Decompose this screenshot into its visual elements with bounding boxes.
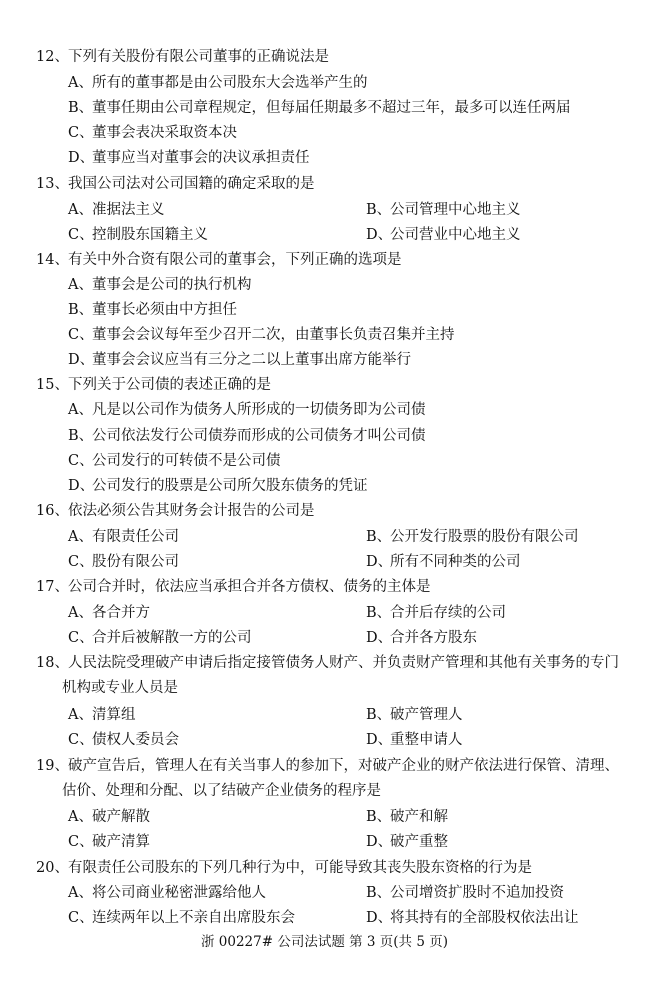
- option-label: C、: [68, 227, 94, 243]
- question-number: 13、: [36, 176, 69, 192]
- option-12-a: [0, 71, 649, 96]
- question-stem: 下列关于公司债的表述正确的是: [68, 377, 271, 393]
- question-number: 18、: [36, 655, 69, 671]
- option-label: D、: [68, 150, 95, 166]
- option-12-d: [0, 146, 649, 171]
- option-text: 董事会会议每年至少召开二次，由董事长负责召集并主持: [92, 327, 455, 343]
- option-row-16-ab: [0, 525, 649, 550]
- option-label: B、: [68, 428, 94, 444]
- option-text: 破产解散: [92, 809, 150, 825]
- option-text: 董事任期由公司章程规定，但每届任期最多不超过三年，最多可以连任两届: [92, 100, 571, 116]
- question-number: 17、: [36, 579, 69, 595]
- option-row-19-cd: [0, 830, 649, 855]
- option-14-d: [0, 348, 649, 373]
- option-text: 清算组: [92, 707, 136, 723]
- option-label: B、: [366, 529, 392, 545]
- option-12-c: [0, 121, 649, 146]
- question-stem: 有限责任公司股东的下列几种行为中，可能导致其丧失股东资格的行为是: [68, 860, 532, 876]
- question-stem: 下列有关股份有限公司董事的正确说法是: [68, 49, 329, 65]
- option-label: B、: [366, 809, 392, 825]
- question-19-continuation: [0, 779, 649, 804]
- option-label: A、: [68, 809, 93, 825]
- question-number: 14、: [36, 252, 69, 268]
- page-footer: 浙 00227# 公司法试题 第 3 页(共 5 页): [200, 934, 448, 950]
- option-text: 将公司商业秘密泄露给他人: [92, 885, 266, 901]
- option-label: B、: [366, 202, 392, 218]
- option-row-20-ab: [0, 881, 649, 906]
- option-text: 破产和解: [390, 809, 448, 825]
- option-text: 凡是以公司作为债务人所形成的一切债务即为公司债: [92, 402, 426, 418]
- option-14-b: [0, 298, 649, 323]
- option-label: B、: [366, 707, 392, 723]
- option-label: A、: [68, 277, 93, 293]
- option-text: 董事会会议应当有三分之二以上董事出席方能举行: [92, 352, 411, 368]
- option-label: C、: [68, 630, 94, 646]
- option-15-d: [0, 474, 649, 499]
- option-label: B、: [68, 302, 94, 318]
- option-text: 合并后被解散一方的公司: [92, 630, 252, 646]
- option-label: D、: [366, 554, 393, 570]
- option-label: C、: [68, 125, 94, 141]
- question-stem-continuation: 估价、处理和分配、以了结破产企业债务的程序是: [62, 783, 381, 799]
- option-text: 董事会是公司的执行机构: [92, 277, 252, 293]
- option-label: B、: [68, 100, 94, 116]
- option-text: 有限责任公司: [92, 529, 179, 545]
- question-stem: 有关中外合资有限公司的董事会，下列正确的选项是: [68, 252, 402, 268]
- option-14-c: [0, 323, 649, 348]
- option-label: D、: [366, 732, 393, 748]
- option-text: 董事会表决采取资本决: [92, 125, 237, 141]
- option-label: D、: [366, 630, 393, 646]
- option-15-b: [0, 424, 649, 449]
- question-stem: 人民法院受理破产申请后指定接管债务人财产、并负责财产管理和其他有关事务的专门: [68, 655, 619, 671]
- option-row-13-ab: [0, 198, 649, 223]
- option-label: C、: [68, 834, 94, 850]
- option-label: A、: [68, 202, 93, 218]
- option-text: 准据法主义: [92, 202, 165, 218]
- option-label: A、: [68, 707, 93, 723]
- question-13: [0, 172, 649, 197]
- option-label: D、: [366, 227, 393, 243]
- option-text: 破产清算: [92, 834, 150, 850]
- question-stem: 公司合并时，依法应当承担合并各方债权、债务的主体是: [68, 579, 431, 595]
- option-text: 公开发行股票的股份有限公司: [390, 529, 579, 545]
- option-text: 合并后存续的公司: [390, 605, 506, 621]
- option-label: D、: [366, 910, 393, 926]
- question-15: [0, 373, 649, 398]
- option-15-c: [0, 449, 649, 474]
- question-stem: 我国公司法对公司国籍的确定采取的是: [68, 176, 315, 192]
- question-number: 12、: [36, 49, 69, 65]
- option-text: 公司依法发行公司债券而形成的公司债务才叫公司债: [92, 428, 426, 444]
- question-12: [0, 45, 649, 70]
- question-18: [0, 651, 649, 676]
- option-text: 控制股东国籍主义: [92, 227, 208, 243]
- question-19: [0, 754, 649, 779]
- option-row-17-ab: [0, 601, 649, 626]
- option-label: C、: [68, 910, 94, 926]
- question-number: 19、: [36, 758, 69, 774]
- option-row-18-cd: [0, 728, 649, 753]
- option-row-17-cd: [0, 626, 649, 651]
- option-text: 重整申请人: [390, 732, 463, 748]
- question-16: [0, 499, 649, 524]
- option-label: D、: [68, 352, 95, 368]
- question-number: 15、: [36, 377, 69, 393]
- option-text: 各合并方: [92, 605, 150, 621]
- option-label: A、: [68, 885, 93, 901]
- option-text: 公司发行的股票是公司所欠股东债务的凭证: [92, 478, 368, 494]
- option-text: 破产管理人: [390, 707, 463, 723]
- option-text: 董事应当对董事会的决议承担责任: [92, 150, 310, 166]
- option-label: D、: [68, 478, 95, 494]
- option-text: 连续两年以上不亲自出席股东会: [92, 910, 295, 926]
- option-label: C、: [68, 327, 94, 343]
- option-text: 破产重整: [390, 834, 448, 850]
- option-label: C、: [68, 453, 94, 469]
- option-row-19-ab: [0, 805, 649, 830]
- option-label: A、: [68, 402, 93, 418]
- option-label: D、: [366, 834, 393, 850]
- question-stem: 依法必须公告其财务会计报告的公司是: [68, 503, 315, 519]
- option-row-18-ab: [0, 703, 649, 728]
- option-label: B、: [366, 885, 392, 901]
- option-text: 合并各方股东: [390, 630, 477, 646]
- option-text: 债权人委员会: [92, 732, 179, 748]
- option-14-a: [0, 273, 649, 298]
- option-text: 公司增资扩股时不追加投资: [390, 885, 564, 901]
- option-text: 董事长必须由中方担任: [92, 302, 237, 318]
- option-text: 股份有限公司: [92, 554, 179, 570]
- option-row-13-cd: [0, 223, 649, 248]
- option-label: A、: [68, 605, 93, 621]
- question-number: 20、: [36, 860, 69, 876]
- option-12-b: [0, 96, 649, 121]
- option-label: C、: [68, 554, 94, 570]
- question-17: [0, 575, 649, 600]
- option-text: 将其持有的全部股权依法出让: [390, 910, 579, 926]
- option-label: B、: [366, 605, 392, 621]
- question-stem: 破产宣告后，管理人在有关当事人的参加下，对破产企业的财产依法进行保管、清理、: [68, 758, 619, 774]
- option-text: 所有的董事都是由公司股东大会选举产生的: [92, 75, 368, 91]
- option-15-a: [0, 398, 649, 423]
- option-text: 公司发行的可转债不是公司债: [92, 453, 281, 469]
- question-20: [0, 856, 649, 881]
- option-label: A、: [68, 75, 93, 91]
- option-row-16-cd: [0, 550, 649, 575]
- option-text: 所有不同种类的公司: [390, 554, 521, 570]
- option-row-20-cd: [0, 906, 649, 931]
- option-label: C、: [68, 732, 94, 748]
- question-18-continuation: [0, 676, 649, 701]
- option-text: 公司营业中心地主义: [390, 227, 521, 243]
- question-stem-continuation: 机构或专业人员是: [62, 680, 178, 696]
- option-label: A、: [68, 529, 93, 545]
- question-number: 16、: [36, 503, 69, 519]
- option-text: 公司管理中心地主义: [390, 202, 521, 218]
- question-14: [0, 248, 649, 273]
